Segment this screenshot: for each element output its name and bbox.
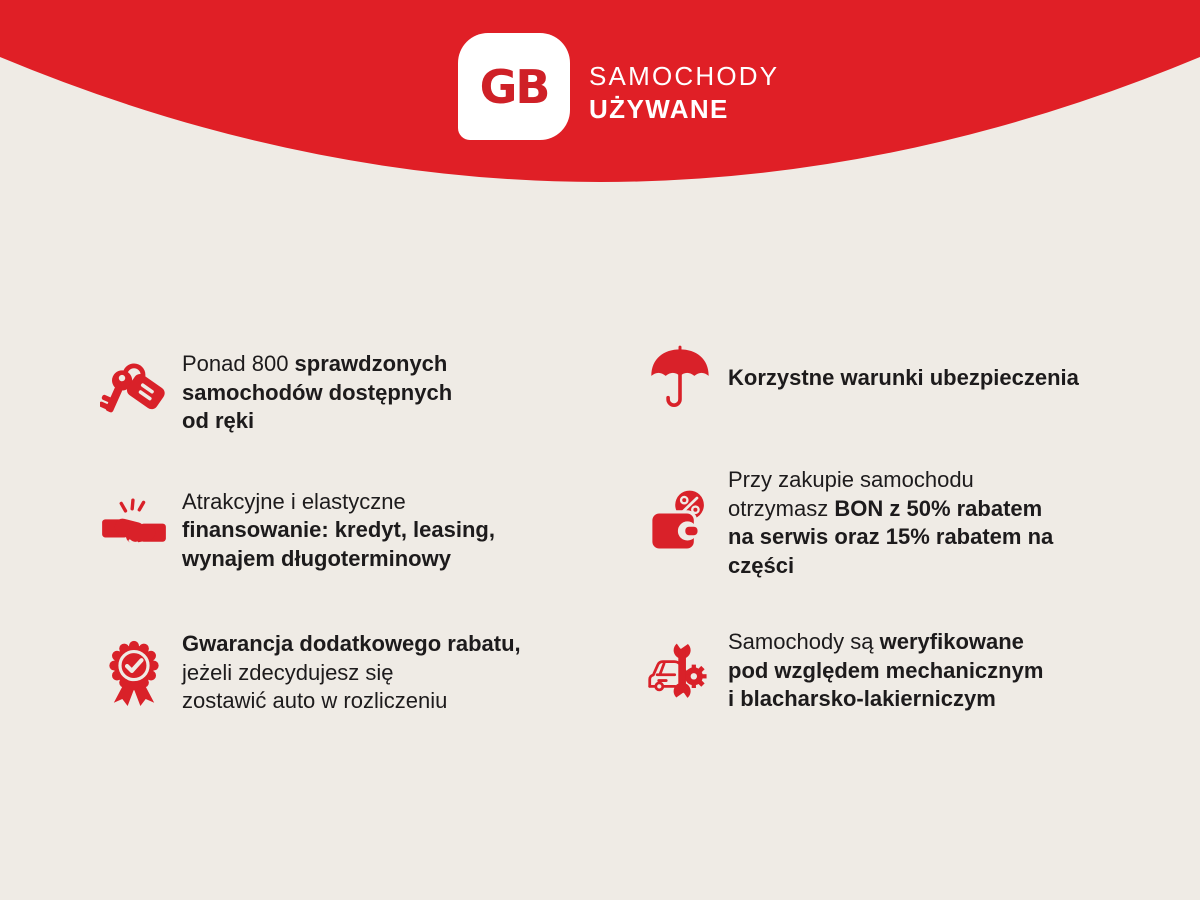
feature-line: samochodów dostępnych xyxy=(182,379,453,405)
brand-logo xyxy=(458,33,570,140)
feature-item xyxy=(646,466,1166,580)
feature-line: od ręki xyxy=(182,408,255,433)
handshake-icon xyxy=(100,496,168,564)
features-right-column xyxy=(646,344,1166,714)
umbrella-icon xyxy=(646,344,714,412)
feature-line: otrzymasz BON z 50% rabatem xyxy=(728,495,1043,521)
feature-line: części xyxy=(728,552,795,578)
feature-line: Ponad 800 sprawdzonych xyxy=(182,351,448,376)
feature-text xyxy=(182,630,521,716)
feature-item xyxy=(100,488,620,574)
feature-line: pod względem mechanicznym xyxy=(728,657,1044,683)
brand-name xyxy=(589,61,779,125)
warranty-badge-icon xyxy=(100,639,168,707)
features-left-column xyxy=(100,350,620,716)
feature-line: jeżeli zdecydujesz się xyxy=(182,659,394,685)
brand-line2: UŻYWANE xyxy=(589,94,729,124)
feature-text xyxy=(728,364,1079,393)
logo-monogram: GB xyxy=(479,59,549,114)
feature-item xyxy=(646,628,1166,714)
car-service-icon xyxy=(646,637,714,705)
feature-item xyxy=(100,350,620,436)
feature-item xyxy=(100,630,620,716)
header-curve xyxy=(0,0,1200,310)
feature-line: Atrakcyjne i elastyczne xyxy=(182,488,406,514)
feature-line: wynajem długoterminowy xyxy=(182,545,451,571)
feature-line: na serwis oraz 15% rabatem na xyxy=(728,524,1054,549)
car-keys-icon xyxy=(100,359,168,427)
feature-line: Samochody są weryfikowane xyxy=(728,629,1024,654)
feature-line: i blacharsko-lakierniczym xyxy=(728,686,996,711)
feature-text xyxy=(728,466,1053,580)
feature-line: Gwarancja dodatkowego rabatu, xyxy=(182,631,521,656)
feature-line: Korzystne warunki ubezpieczenia xyxy=(728,364,1079,390)
wallet-discount-icon xyxy=(646,489,714,557)
feature-line: zostawić auto w rozliczeniu xyxy=(182,688,448,713)
feature-item xyxy=(646,344,1166,412)
feature-text xyxy=(728,628,1043,714)
feature-text xyxy=(182,488,495,574)
feature-text xyxy=(182,350,452,436)
brand-line1: SAMOCHODY xyxy=(589,61,780,91)
feature-line: finansowanie: kredyt, leasing, xyxy=(182,517,495,542)
feature-line: Przy zakupie samochodu xyxy=(728,467,974,492)
